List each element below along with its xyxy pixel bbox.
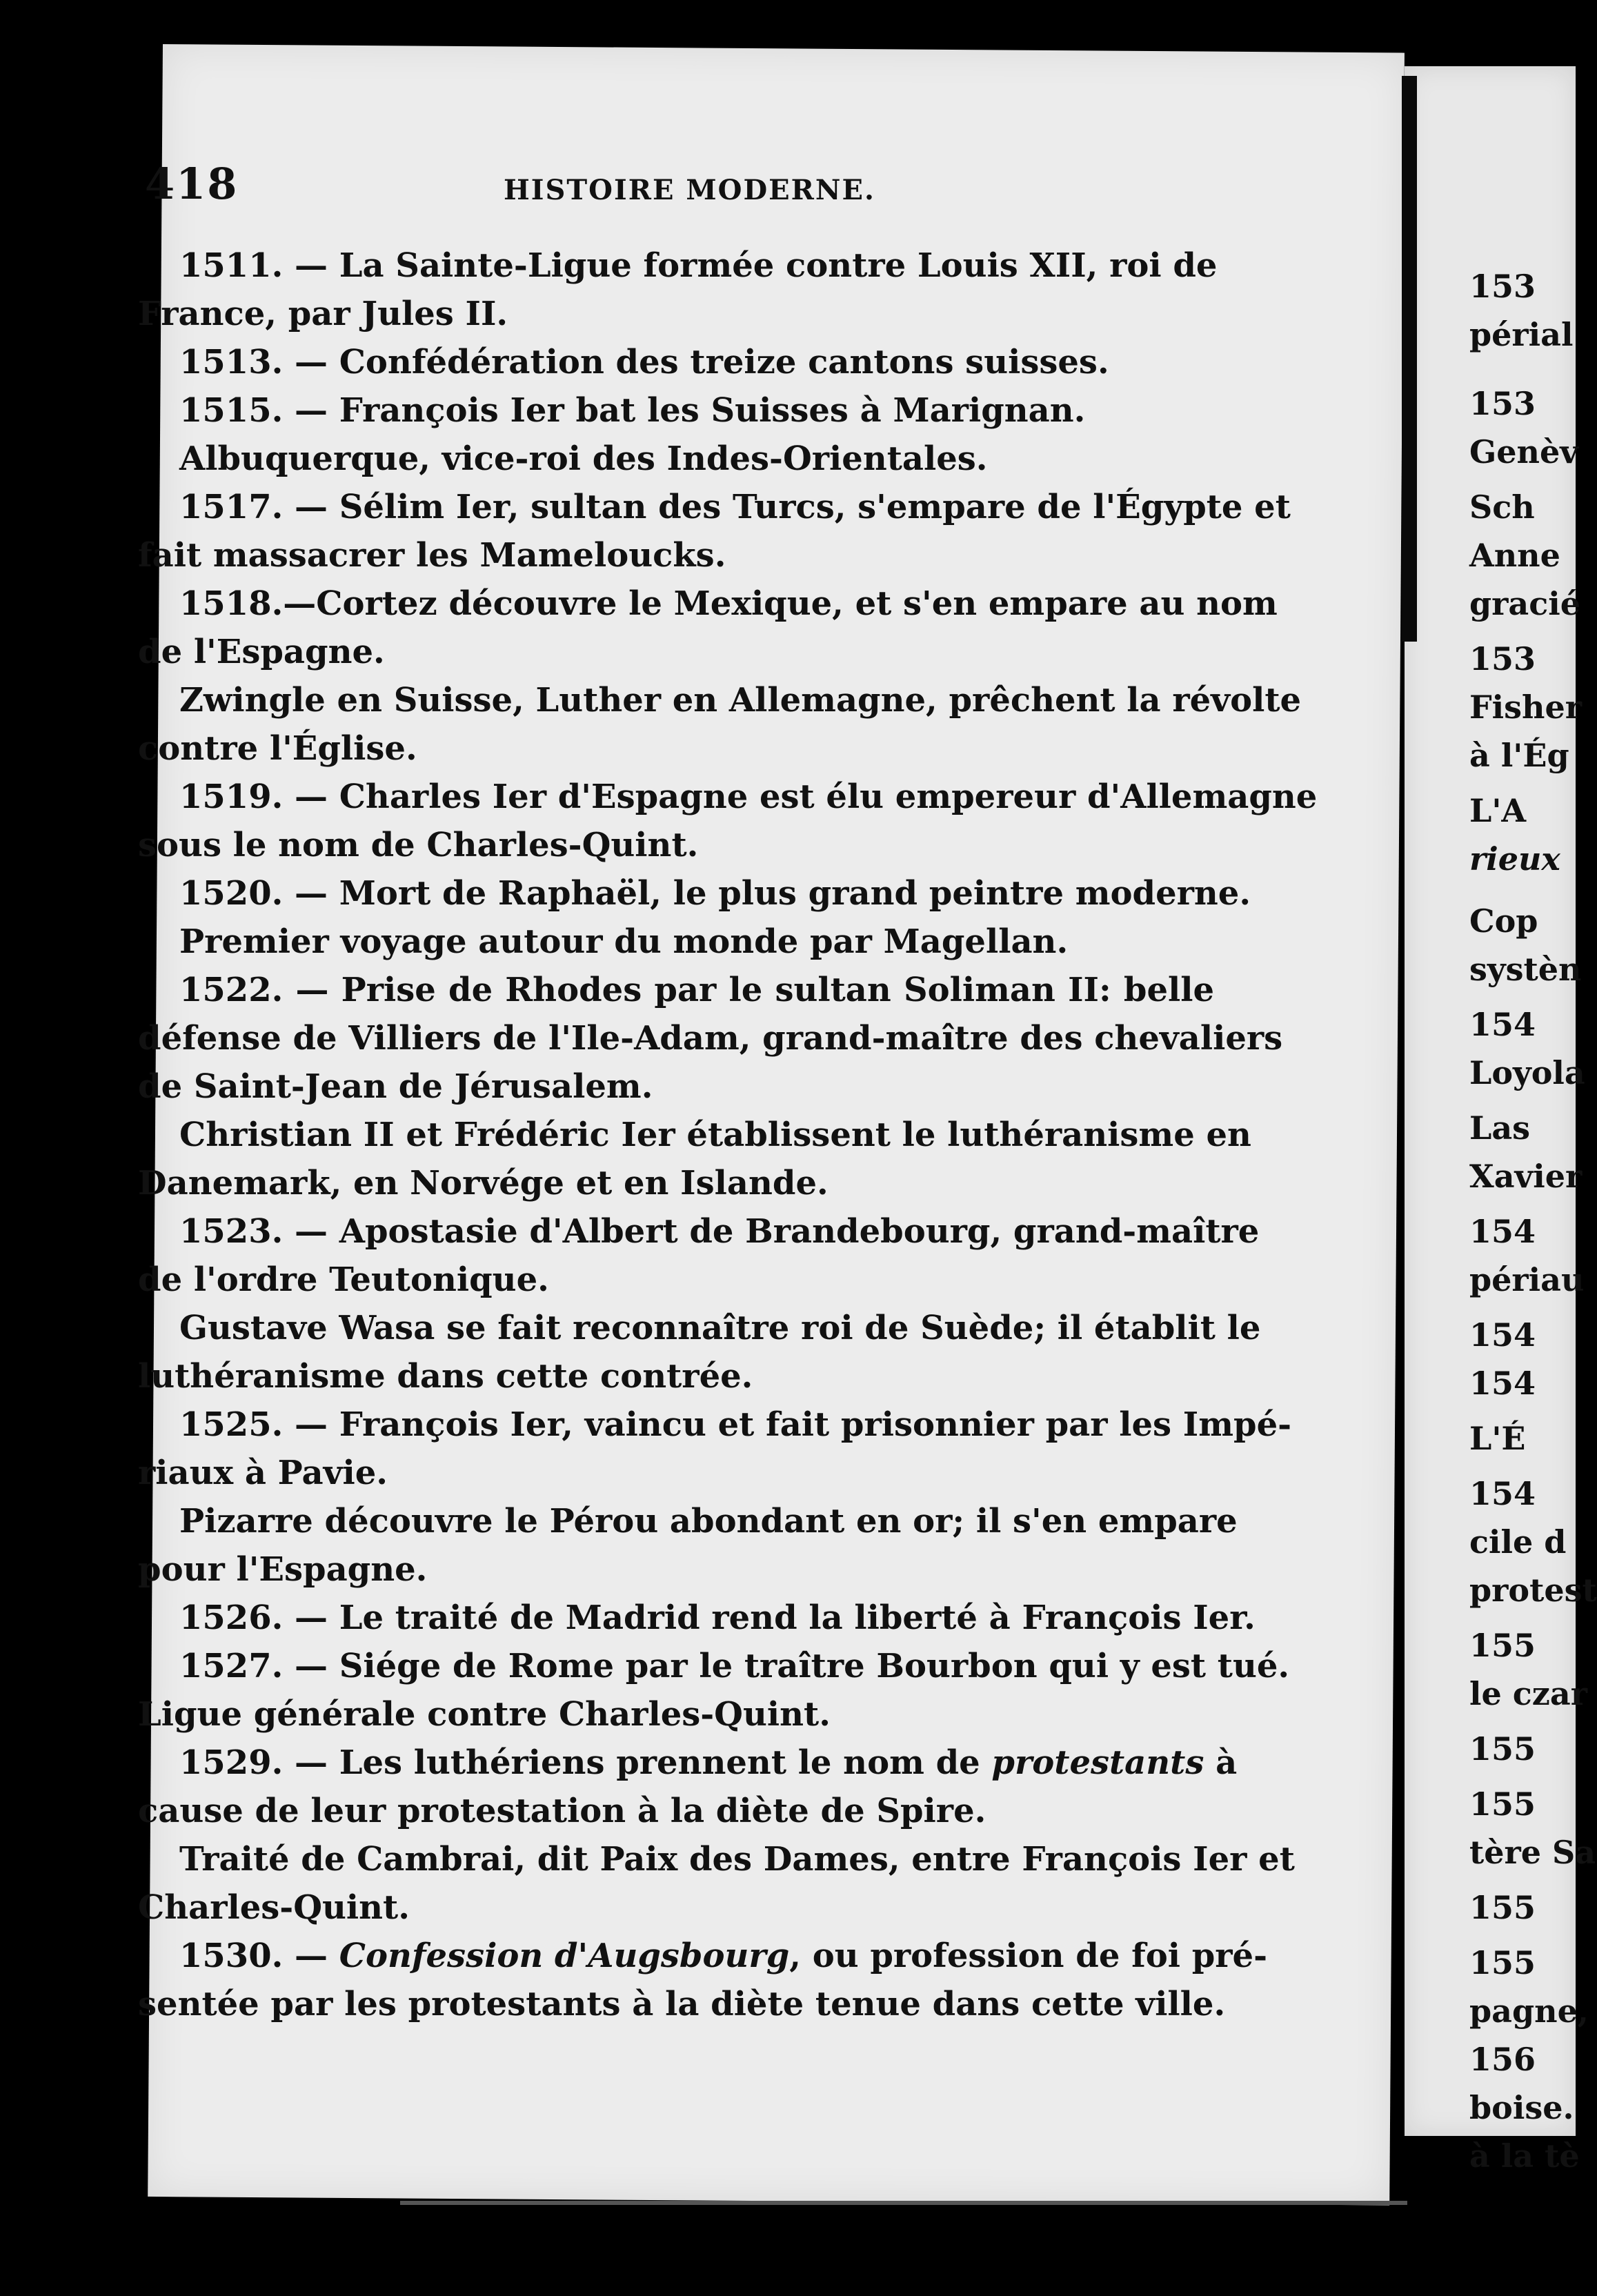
- facing-page-line: tère Sa: [1469, 1834, 1596, 1871]
- text-line: Charles-Quint.: [138, 1888, 410, 1927]
- text-line: sentée par les protestants à la diète tenue dans cette ville.: [138, 1985, 1226, 2023]
- text-line: 1519. — Charles Ier d'Espagne est élu empereur d'Allemagne: [179, 778, 1318, 816]
- facing-page-line: 156: [1469, 2041, 1536, 2078]
- text-line: Pizarre découvre le Pérou abondant en or; il s'en empare: [179, 1502, 1238, 1541]
- facing-page-line: protest: [1469, 1572, 1597, 1609]
- text-line: 1525. — François Ier, vaincu et fait prisonnier par les Impé-: [179, 1405, 1292, 1444]
- text-line: 1517. — Sélim Ier, sultan des Turcs, s'empare de l'Égypte et: [179, 488, 1291, 526]
- facing-page-line: 155: [1469, 1944, 1536, 1981]
- facing-page-line: L'A: [1469, 792, 1527, 829]
- text-line: de l'ordre Teutonique.: [138, 1260, 549, 1299]
- page-bottom-edge: [400, 2201, 1407, 2205]
- page-number: 418: [145, 159, 239, 209]
- facing-page-line: périau: [1469, 1261, 1585, 1298]
- facing-page-line: 154: [1469, 1365, 1536, 1402]
- facing-page-text: [1469, 262, 1597, 2194]
- facing-page-line: systèn: [1469, 951, 1582, 988]
- facing-page-line: Loyola: [1469, 1054, 1585, 1091]
- text-line: cause de leur protestation à la diète de Spire.: [138, 1792, 986, 1830]
- facing-page-line: boise.: [1469, 2089, 1574, 2126]
- facing-page-line: Anne: [1469, 537, 1560, 574]
- facing-page-line: à l'Ég: [1469, 737, 1569, 774]
- text-line: Danemark, en Norvége et en Islande.: [138, 1164, 829, 1203]
- text-line: 1530. — Confession d'Augsbourg, ou profession de foi pré-: [179, 1937, 1268, 1975]
- text-line: France, par Jules II.: [138, 295, 508, 333]
- facing-page-line: Sch: [1469, 488, 1535, 526]
- facing-page-line: 155: [1469, 1730, 1536, 1768]
- text-line: Premier voyage autour du monde par Magellan.: [179, 922, 1069, 961]
- text-line: 1515. — François Ier bat les Suisses à Marignan.: [179, 391, 1086, 430]
- text-line: luthéranisme dans cette contrée.: [138, 1357, 753, 1396]
- text-line: de Saint-Jean de Jérusalem.: [138, 1067, 653, 1106]
- text-line: défense de Villiers de l'Ile-Adam, grand-maître des chevaliers: [138, 1019, 1283, 1058]
- facing-page-line: 154: [1469, 1475, 1536, 1512]
- text-line: Albuquerque, vice-roi des Indes-Orientales.: [179, 439, 988, 478]
- text-line: 1523. — Apostasie d'Albert de Brandebourg, grand-maître: [179, 1212, 1260, 1251]
- facing-page-line: à la tè: [1469, 2137, 1580, 2175]
- facing-page-line: Fisher: [1469, 689, 1582, 726]
- page-header: [145, 138, 1221, 221]
- text-line: 1529. — Les luthériens prennent le nom de protestants à: [179, 1743, 1238, 1782]
- text-line: Ligue générale contre Charles-Quint.: [138, 1695, 831, 1734]
- text-line: 1526. — Le traité de Madrid rend la liberté à François Ier.: [179, 1599, 1256, 1637]
- body-text: [138, 241, 1318, 2028]
- facing-page-line: rieux: [1469, 840, 1560, 878]
- facing-page-line: Cop: [1469, 902, 1538, 940]
- text-line: fait massacrer les Mameloucks.: [138, 536, 726, 575]
- text-line: de l'Espagne.: [138, 633, 385, 671]
- text-line: contre l'Église.: [138, 729, 417, 768]
- facing-page-line: 155: [1469, 1785, 1536, 1823]
- facing-page-line: cile d: [1469, 1523, 1567, 1561]
- facing-page-line: 154: [1469, 1213, 1536, 1250]
- text-line: pour l'Espagne.: [138, 1550, 428, 1589]
- facing-page-line: 153: [1469, 268, 1536, 305]
- text-line: 1527. — Siége de Rome par le traître Bourbon qui y est tué.: [179, 1647, 1290, 1685]
- text-line: riaux à Pavie.: [138, 1454, 388, 1492]
- facing-page-line: pagne,: [1469, 1992, 1589, 2030]
- text-line: 1520. — Mort de Raphaël, le plus grand peintre moderne.: [179, 874, 1251, 913]
- text-line: Gustave Wasa se fait reconnaître roi de Suède; il établit le: [179, 1309, 1261, 1347]
- text-line: Zwingle en Suisse, Luther en Allemagne, prêchent la révolte: [179, 681, 1302, 720]
- text-line: Christian II et Frédéric Ier établissent le luthéranisme en: [179, 1116, 1251, 1154]
- text-line: 1511. — La Sainte-Ligue formée contre Louis XII, roi de: [179, 246, 1218, 285]
- text-line: Traité de Cambrai, dit Paix des Dames, entre François Ier et: [179, 1840, 1295, 1879]
- page-gutter-shadow: [1402, 76, 1417, 642]
- facing-page-line: 154: [1469, 1316, 1536, 1354]
- facing-page-line: 155: [1469, 1889, 1536, 1926]
- facing-page-line: 153: [1469, 640, 1536, 677]
- facing-page-line: Genèv: [1469, 433, 1578, 471]
- facing-page-line: 155: [1469, 1627, 1536, 1664]
- facing-page-line: gracié: [1469, 585, 1580, 622]
- text-line: 1513. — Confédération des treize cantons suisses.: [179, 343, 1109, 382]
- facing-page-line: L'É: [1469, 1420, 1526, 1457]
- facing-page-line: Las: [1469, 1109, 1531, 1147]
- text-line: 1522. — Prise de Rhodes par le sultan Soliman II: belle: [179, 971, 1214, 1009]
- running-title: HISTOIRE MODERNE.: [504, 174, 875, 206]
- facing-page-line: le czar: [1469, 1675, 1587, 1712]
- text-line: sous le nom de Charles-Quint.: [138, 826, 699, 864]
- facing-page-line: 153: [1469, 385, 1536, 422]
- facing-page-line: Xavier: [1469, 1158, 1583, 1195]
- text-line: 1518.—Cortez découvre le Mexique, et s'en empare au nom: [179, 584, 1278, 623]
- facing-page-line: périal: [1469, 316, 1574, 353]
- facing-page-line: 154: [1469, 1006, 1536, 1043]
